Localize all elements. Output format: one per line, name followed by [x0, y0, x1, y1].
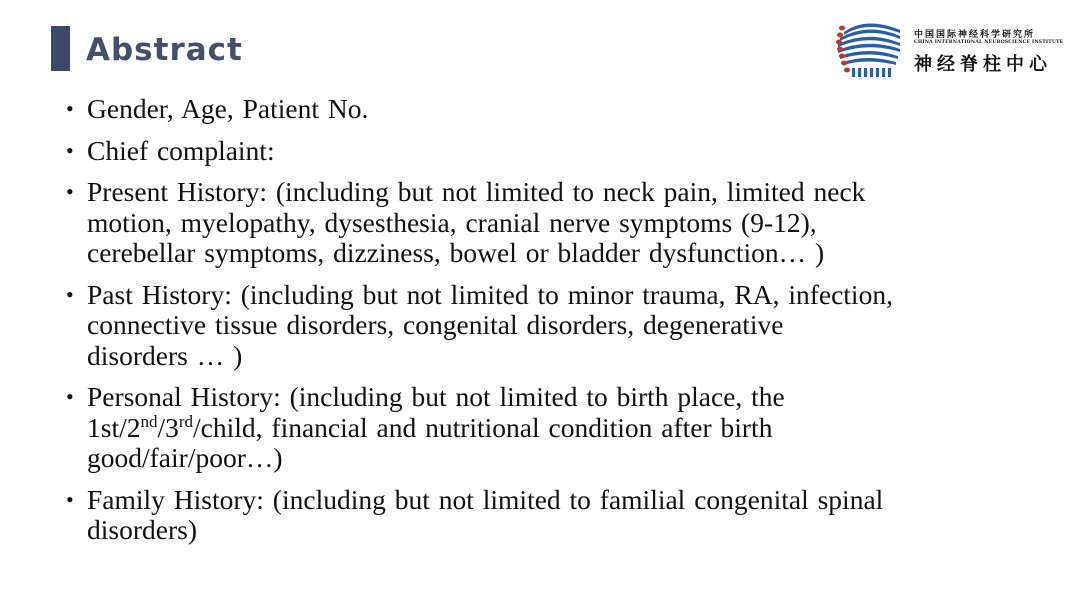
bullet-line: disorders) — [87, 514, 197, 545]
bullet-line: Past History: (including but not limited to minor trauma, RA, infection, — [87, 278, 893, 310]
bullet-line: disorders … ) — [87, 339, 243, 371]
bullet-line: Personal History: (including but not limited to birth place, the — [87, 381, 785, 412]
bullet-item — [66, 136, 1006, 167]
slide-title: Abstract — [86, 32, 243, 68]
logo-en-institute: CHINA INTERNATIONAL NEUROSCIENCE INSTITUTE — [914, 40, 1064, 45]
line-text: 1st/2 — [87, 411, 141, 443]
ordinal-superscript: nd — [140, 411, 158, 431]
bullet-line: Present History: (including but not limited to neck pain, limited neck — [87, 176, 866, 207]
bullet-dot: • — [66, 281, 74, 307]
bullet-item — [66, 485, 1006, 546]
bullet-text: Chief complaint: — [87, 134, 275, 166]
title-accent-bar — [51, 26, 70, 71]
spine-globe-logo-icon — [830, 18, 902, 78]
ordinal-superscript: rd — [178, 411, 194, 431]
bullet-item — [66, 94, 1006, 125]
bullet-line: connective tissue disorders, congenital disorders, degenerative — [87, 309, 784, 340]
bullet-text: Gender, Age, Patient No. — [87, 93, 369, 124]
bullet-line: motion, myelopathy, dysesthesia, cranial nerve symptoms (9-12), — [87, 206, 817, 238]
bullet-line: cerebellar symptoms, dizziness, bowel or bladder dysfunction… ) — [87, 237, 825, 268]
bullet-line — [87, 413, 1006, 444]
logo-cn-institute: 中国国际神经科学研究所 — [914, 30, 1036, 40]
bullet-item — [66, 280, 1006, 372]
institute-logo — [830, 18, 1064, 78]
bullet-line: Family History: (including but not limited to familial congenital spinal — [87, 483, 884, 515]
bullet-item — [66, 177, 1006, 269]
bullet-dot: • — [66, 179, 74, 204]
line-text: /3 — [157, 411, 179, 443]
bullet-item — [66, 382, 1006, 474]
bullet-dot: • — [66, 486, 74, 512]
logo-center-name: 神经脊柱中心 — [914, 54, 1052, 75]
line-text: /child, financial and nutritional condition after birth — [193, 411, 773, 443]
bullet-dot: • — [66, 384, 74, 409]
bullet-dot: • — [66, 137, 74, 163]
bullet-dot: • — [66, 96, 74, 121]
abstract-bullet-list — [66, 94, 1006, 557]
bullet-line: good/fair/poor…) — [87, 442, 283, 473]
